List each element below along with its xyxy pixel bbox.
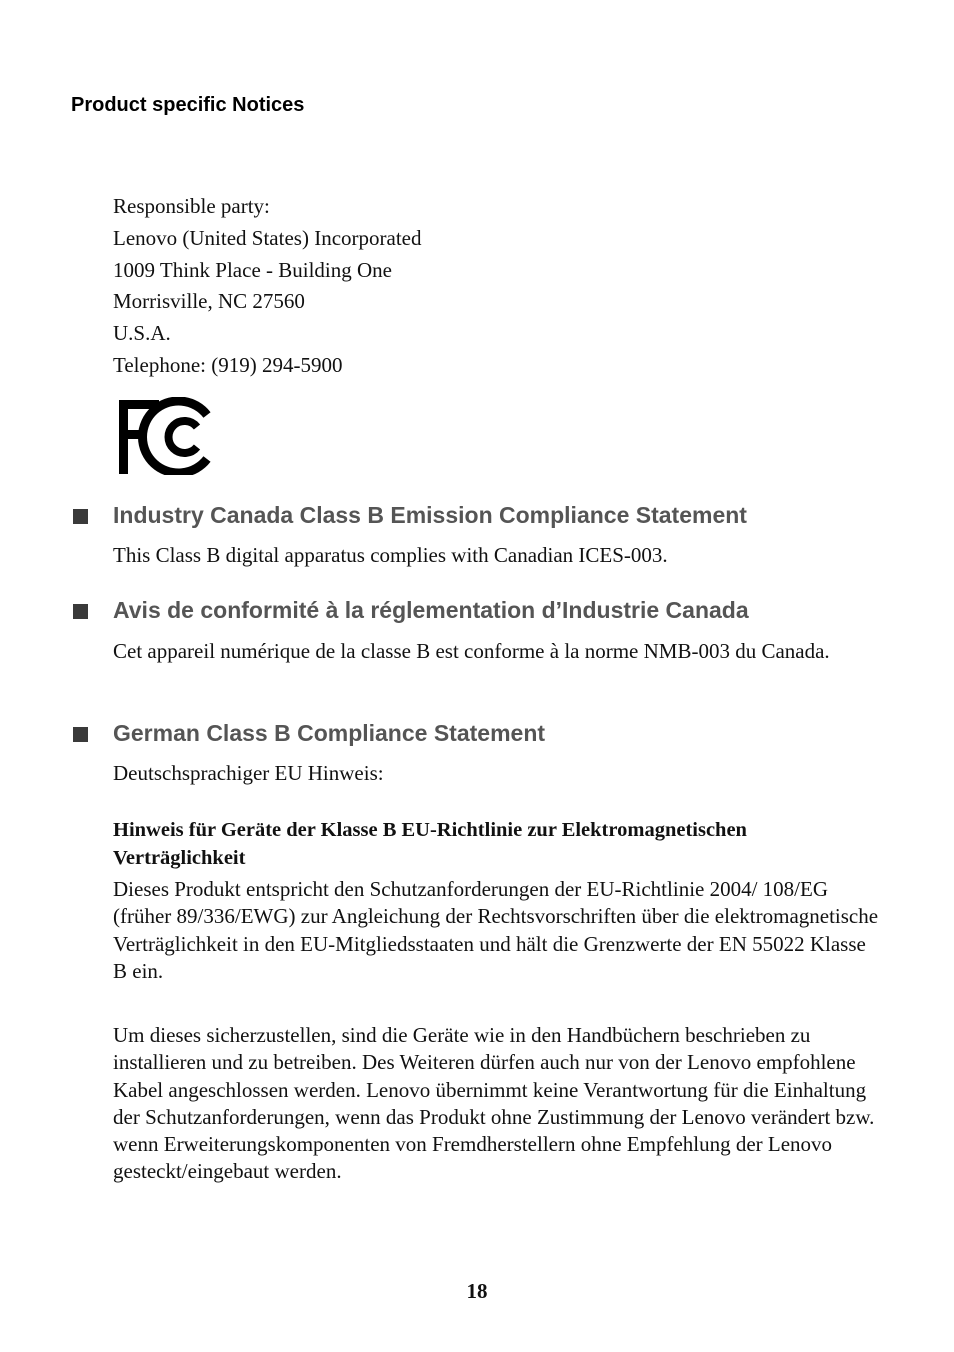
address-line: Telephone: (919) 294-5900	[113, 352, 343, 377]
section-body-avis-conformite: Cet appareil numérique de la classe B est conforme à la norme NMB-003 du Canada.	[113, 639, 830, 663]
section-title-german-class-b: German Class B Compliance Statement	[113, 720, 546, 746]
running-head: Product specific Notices	[71, 94, 305, 116]
fcc-logo-icon	[117, 397, 213, 475]
address-line: Responsible party:	[113, 194, 270, 218]
address-line: U.S.A.	[113, 321, 171, 346]
section-bullet-icon	[73, 604, 88, 619]
address-line: 1009 Think Place - Building One	[113, 257, 392, 282]
section-title-avis-conformite: Avis de conformité à la réglementation d’Industrie Canada	[113, 597, 749, 623]
section-body-german-class-b: Deutschsprachiger EU Hinweis:	[113, 761, 384, 785]
emv-subheading: Hinweis für Geräte der Klasse B EU-Richtlinie zur Elektromagnetischen Verträglichkeit	[113, 819, 747, 869]
section-body-industry-canada: This Class B digital apparatus complies with Canadian ICES-003.	[113, 543, 668, 567]
emv-paragraph-1: Dieses Produkt entspricht den Schutzanforderungen der EU-Richtlinie 2004/ 108/EG (früher 89/336/EWG) zur Angleichung der Rechtsvorschriften über die elektromagnetische Verträglichkeit in den EU-Mitgliedsstaaten und hält die Grenzwerte der EN 55022 Klasse B ein.	[113, 877, 879, 983]
address-line: Morrisville, NC 27560	[113, 289, 305, 314]
emv-paragraph-2: Um dieses sicherzustellen, sind die Geräte wie in den Handbüchern beschrieben zu installieren und zu betreiben. Des Weiteren dürfen auch nur von der Lenovo empfohlene Kabel angeschlossen werden. Lenovo übernimmt keine Verantwortung für die Einhaltung der Schutzanforderungen, wenn das Produkt ohne Zustimmung der Lenovo verändert bzw. wenn Erweiterungskomponenten von Fremdherstellern ohne Empfehlung der Lenovo gesteckt/eingebaut werden.	[113, 1023, 875, 1184]
page-number: 18	[466, 1279, 488, 1303]
address-line: Lenovo (United States) Incorporated	[113, 225, 422, 250]
section-bullet-icon	[73, 727, 88, 742]
section-title-industry-canada: Industry Canada Class B Emission Compliance Statement	[113, 502, 747, 528]
responsible-party-address	[113, 191, 421, 382]
section-bullet-icon	[73, 509, 88, 524]
